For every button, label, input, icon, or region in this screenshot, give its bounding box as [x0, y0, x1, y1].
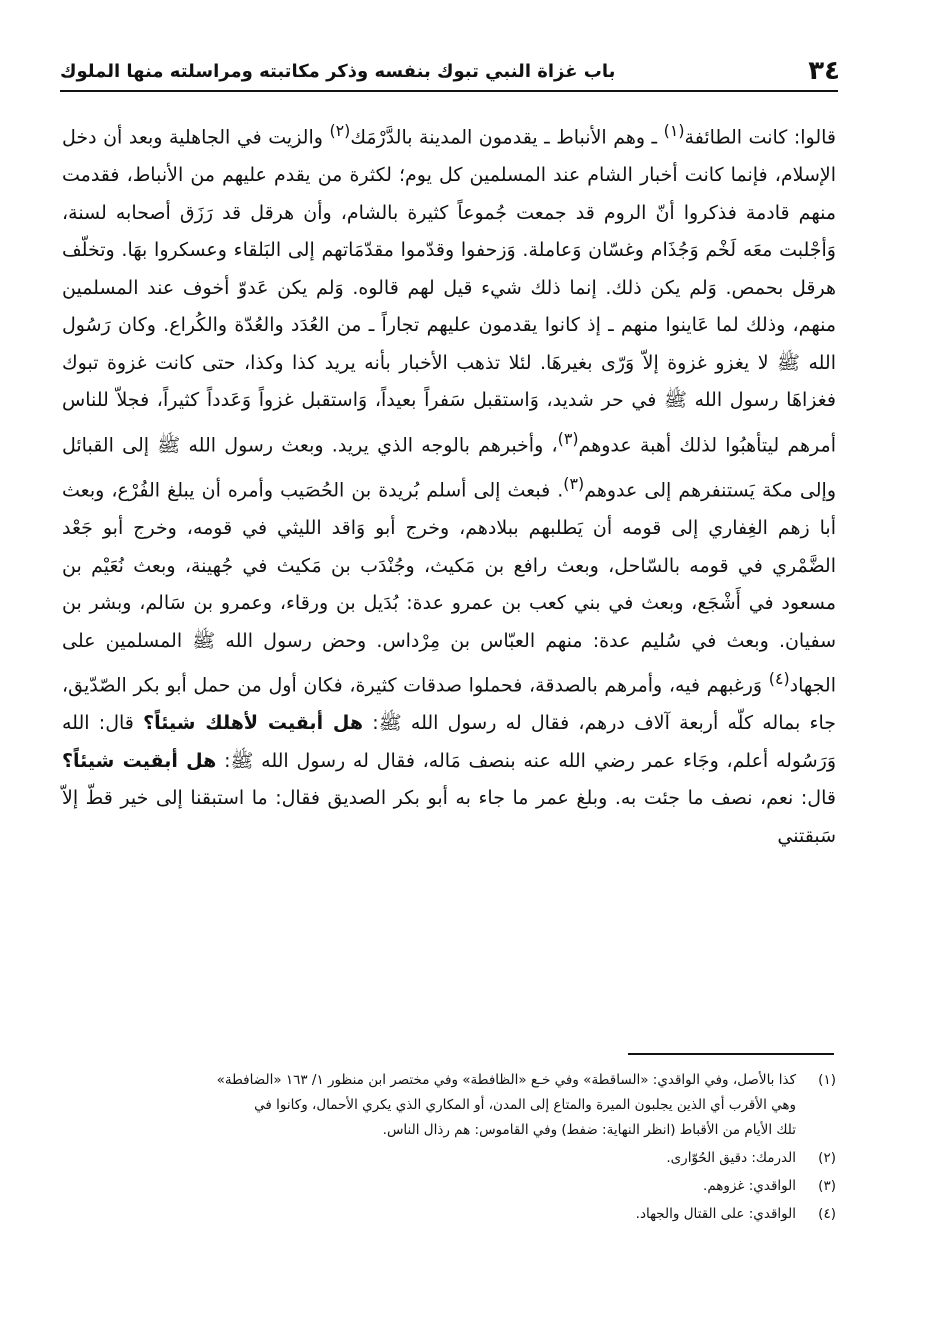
footnote-line: الواقدي: على القتال والجهاد.: [635, 1206, 796, 1222]
main-paragraph: [62, 112, 836, 856]
page-number: ٣٤: [808, 56, 840, 86]
text-run: والزيت في الجاهلية وبعد أن دخل الإسلام، فإنما كانت أخبار الشام عند المسلمين كل يوم؛ لكثرة من يقدم عليهم من الأنباط، فقدمت منهم قادمة فذكروا أنّ الروم قد جمعت جُموعاً كثيرة بالشام، وأن هرقل قد رَزَق أصحابه لسنة، وَأجْلبت معَه لَخْم وَجُذَام وغسّان وَعاملة. وَزحفوا وقدّموا مقدّمَاتهم إلى البَلقاء وعسكروا بهَا. وتخلّف هرقل بحمص. وَلم يكن ذلك. إنما ذلك شيء قيل لهم قالوه. وَلم يكن عَدوّ أخوف عند المسلمين منهم، وذلك لما عَاينوا منهم ـ إذ كانوا يقدمون عليهم تجاراً ـ من العُدَد والعُدّة والكُراع. وكان رَسُول الله ﷺ لا يغزو غزوة إلاّ وَرّى بغيرهَا. لئلا تذهب الأخبار بأنه يريد كذا وكذا، حتى كانت غزوة تبوك فغزاهَا رسول الله ﷺ في حر شديد، وَاستقبل سَفراً بعيداً، وَاستقبل غزواً وَعَدداً كثيراً، فجلاّ للناس أمرهم ليتأهبُوا لذلك أهبة عدوهم: [62, 126, 836, 457]
footnotes: [62, 1068, 836, 1227]
quoted-question: هل أبقيت لأهلك شيئاً؟: [143, 712, 364, 735]
footnote-line: تلك الأيام من الأقباط (انظر النهاية: ضفط) وفي القاموس: هم رذال الناس.: [382, 1122, 796, 1138]
footnote-number: (٣): [818, 1178, 836, 1194]
footnote-2: [62, 1146, 836, 1171]
quoted-question: هل أبقيت شيئاً؟: [62, 749, 217, 772]
page-header: [60, 52, 840, 88]
footnote-line: الواقدي: غزوهم.: [703, 1178, 796, 1194]
footnote-text: [62, 1146, 796, 1171]
footnote-number: (١): [818, 1072, 836, 1088]
text-run: . فبعث إلى أسلم بُريدة بن الحُصَيب وأمره أن يبلغ الفُرْع، وبعث أبا زهم الغِفاري إلى قومه أن يَطلبهم ببلادهم، وخرج أبو وَاقد الليثي في قومه، وخرج أبو جَعْد الضَّمْري في قومه بالسّاحل، وبعث رافع بن مَكيث، وجُنْدَب بن مَكيث في جُهينة، وبعث نُعَيْم بن مسعود في أَشْجَع، وبعث في بني كعب بن عمرو عدة: بُدَيل بن ورقاء، وعمرو بن سَالم، وبشر بن سفيان. وبعث في سُليم عدة: منهم العبّاس بن مِرْداس. وحض رسول الله ﷺ المسلمين على الجهاد: [62, 479, 836, 697]
text-run: قالوا: كانت الطائفة: [684, 126, 836, 149]
footnote-3: [62, 1174, 836, 1199]
footnote-1: [62, 1068, 836, 1143]
text-run: قال: نعم، نصف ما جئت به. وبلغ عمر ما جاء به أبو بكر الصديق فقال: ما استبقنا إلى خير قطّ إلاّ سَبقتني: [62, 787, 836, 847]
footnote-number: (٤): [818, 1206, 836, 1222]
text-run: وَرغبهم فيه، وأمرهم بالصدقة، فحملوا صدقات كثيرة، فكان أول من حمل أبو بكر الصّدّيق، جاء بماله كلّه أربعة آلاف درهم، فقال له رسول الله ﷺ:: [62, 674, 837, 735]
footnote-line: الدرمك: دقيق الحُوّارى.: [666, 1150, 796, 1166]
footnote-ref-4: (٤): [768, 669, 790, 689]
running-title: باب غزاة النبي تبوك بنفسه وذكر مكاتبته ومراسلته منها الملوك: [60, 61, 616, 82]
footnote-number: (٢): [818, 1150, 836, 1166]
text-run: ، وأخبرهم بالوجه الذي يريد. وبعث رسول الله ﷺ إلى القبائل وإلى مكة يَستنفرهم إلى عدوهم: [62, 434, 836, 502]
footnote-ref-3b: (٣): [563, 474, 585, 493]
footnote-text: [62, 1174, 796, 1199]
footnote-text: [62, 1202, 796, 1227]
footnote-line: وهي الأقرب أي الذين يجلبون الميرة والمتاع إلى المدن، أو المكاري الذي يكري الأحمال، وكانوا في: [254, 1097, 796, 1113]
footnote-rule: [628, 1053, 834, 1055]
text-run: ـ وهم الأنباط ـ يقدمون المدينة بالدَّرْمَك: [350, 126, 664, 149]
footnote-text: [62, 1068, 796, 1143]
header-rule: [60, 90, 838, 92]
text-run: قال: الله وَرَسُوله أعلم، وجَاء عمر رضي الله عنه بنصف مَاله، فقال له رسول الله ﷺ:: [62, 712, 837, 772]
footnote-4: [62, 1202, 836, 1227]
footnote-ref-2: (٢): [329, 121, 351, 140]
footnote-ref-3: (٣): [557, 429, 579, 449]
footnote-line: كذا بالأصل، وفي الواقدي: «الساقطة» وفي خـع «الظافطة» وفي مختصر ابن منظور ١/ ١٦٣ «الضافطة»: [216, 1072, 796, 1088]
main-text: [62, 112, 836, 856]
footnote-ref-1: (١): [663, 121, 685, 140]
